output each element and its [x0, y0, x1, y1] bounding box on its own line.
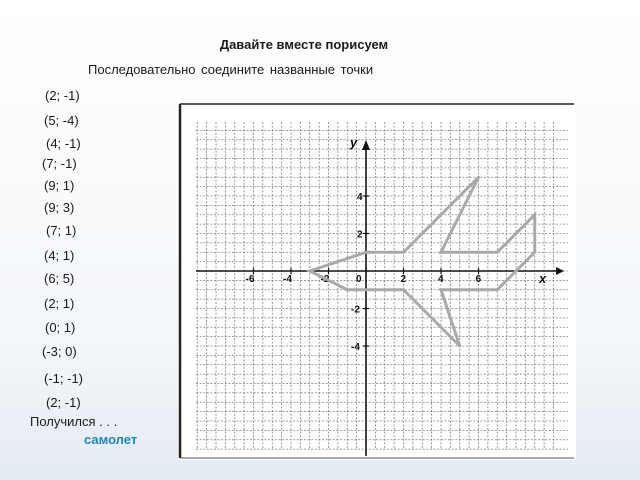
page-title: Давайте вместе порисуем [219, 37, 389, 52]
point-item: (2; -1) [45, 88, 80, 103]
point-item: (9; 3) [44, 200, 75, 215]
data-point [402, 288, 405, 291]
data-point [440, 251, 443, 254]
y-tick-label: -4 [351, 342, 360, 353]
x-tick-label: 4 [438, 274, 444, 285]
point-item: (9; 1) [44, 178, 75, 193]
coordinate-plane [178, 102, 576, 460]
y-tick-label: 4 [357, 192, 363, 203]
x-tick-label: -6 [245, 274, 255, 285]
x-tick-label: -2 [320, 274, 330, 285]
x-tick-label: -4 [283, 274, 292, 285]
point-item: (5; -4) [44, 113, 79, 128]
data-point [533, 251, 536, 254]
result-label: Получился . . . [30, 414, 118, 429]
data-point [365, 251, 368, 254]
point-item: (-3; 0) [42, 344, 77, 359]
data-point [346, 288, 349, 291]
data-point [496, 251, 499, 254]
x-tick-label: 0 [356, 274, 362, 285]
x-tick-label: 6 [475, 274, 482, 285]
point-item: (-1; -1) [44, 371, 83, 386]
point-item: (4; -1) [46, 136, 81, 151]
point-item: (7; 1) [46, 223, 77, 238]
y-axis-label: y [350, 135, 358, 150]
y-tick-label: -2 [351, 304, 360, 316]
point-item: (6; 5) [44, 271, 75, 286]
data-point [440, 288, 443, 291]
result-answer: самолет [84, 432, 138, 447]
data-point [402, 251, 405, 254]
data-point [533, 213, 536, 216]
point-item: (4; 1) [44, 248, 75, 263]
data-point [458, 345, 461, 348]
data-point [496, 288, 499, 291]
y-tick-label: 2 [357, 229, 363, 241]
instructions: Последовательно соедините названные точки [88, 62, 374, 77]
x-tick-label: 2 [400, 274, 407, 285]
point-item: (0; 1) [45, 320, 76, 335]
coordinate-grid [178, 102, 576, 460]
point-item: (2; -1) [46, 395, 81, 410]
data-point [308, 270, 311, 273]
x-axis-label: x [539, 271, 547, 286]
point-item: (7; -1) [42, 156, 77, 171]
data-point [477, 176, 480, 179]
point-item: (2; 1) [44, 296, 75, 311]
